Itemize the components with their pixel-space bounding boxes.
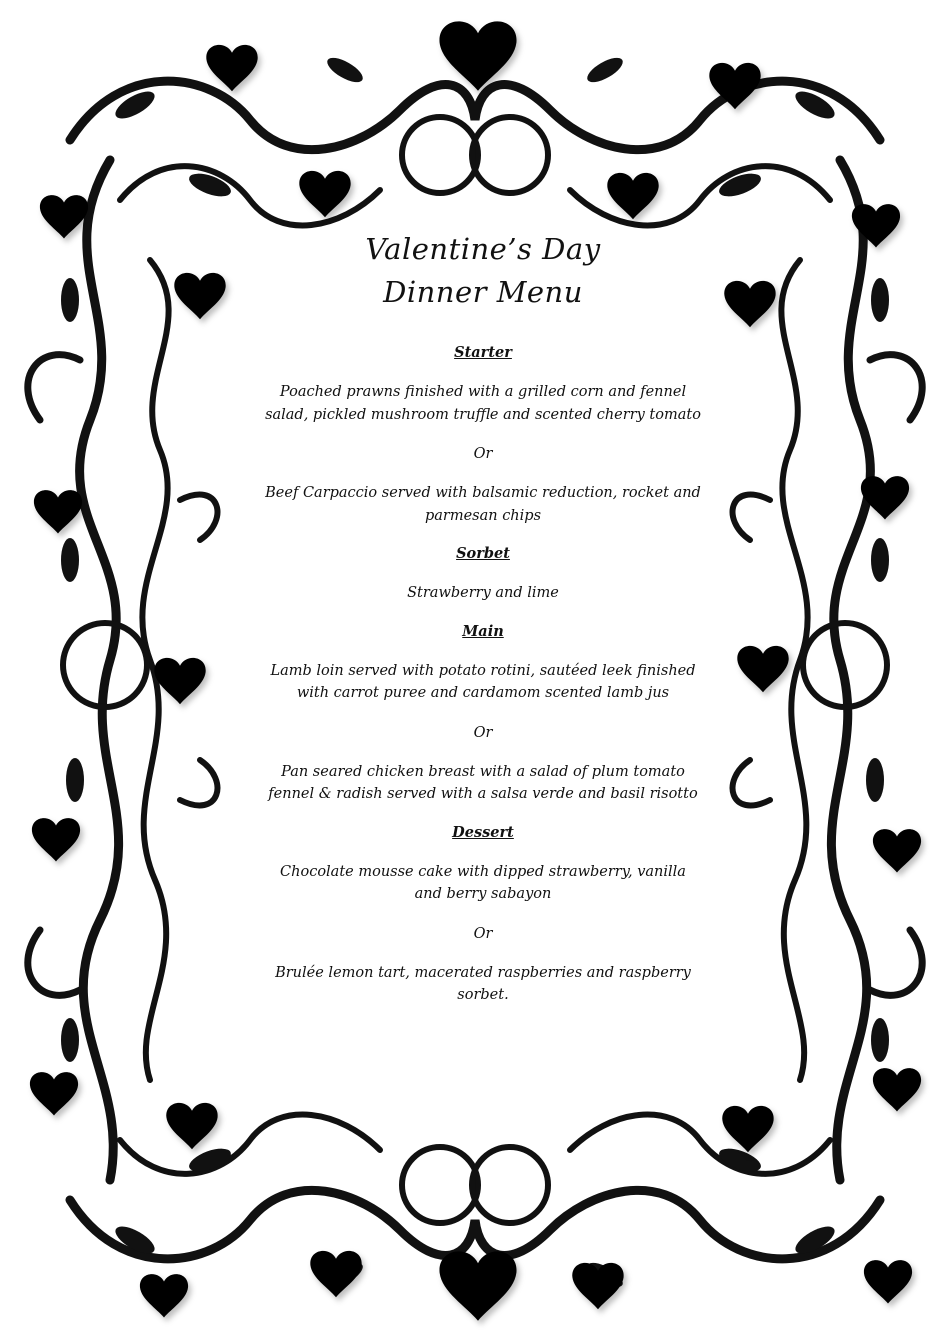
heart-icon — [439, 1251, 516, 1320]
sorbet-option-1: Strawberry and lime — [407, 585, 559, 601]
main-or: Or — [473, 724, 493, 741]
main-option-1: Lamb loin served with potato rotini, sautéed leek finished with carrot puree and cardamom scented lamb jus — [270, 662, 696, 701]
sorbet-heading: Sorbet — [456, 545, 510, 562]
starter-option-2: Beef Carpaccio served with balsamic reduction, rocket and parmesan chips — [265, 485, 701, 524]
dessert-or: Or — [473, 925, 493, 942]
heart-icon — [32, 818, 80, 861]
heart-icon — [299, 171, 350, 217]
heart-icon — [206, 45, 257, 91]
heart-icon — [722, 1106, 773, 1152]
heart-icon — [864, 1260, 912, 1303]
heart-icon — [40, 195, 88, 238]
dessert-option-2: Brulée lemon tart, macerated raspberries and raspberry sorbet. — [275, 964, 691, 1003]
heart-icon — [34, 490, 82, 533]
heart-icon — [30, 1072, 78, 1115]
dessert-heading: Dessert — [452, 823, 514, 841]
heart-icon — [310, 1251, 361, 1297]
title-line-2: Dinner Menu — [383, 275, 583, 309]
main-option-2: Pan seared chicken breast with a salad of plum tomato fennel & radish served with a salsa verde and basil risotto — [268, 763, 698, 802]
main-heading: Main — [462, 622, 504, 640]
starter-or: Or — [473, 446, 493, 462]
heart-icon — [140, 1274, 188, 1317]
heart-icon — [873, 1068, 921, 1111]
title-line-1: Valentine’s Day — [365, 232, 601, 266]
dessert-option-1: Chocolate mousse cake with dipped strawberry, vanilla and berry sabayon — [280, 863, 686, 902]
heart-icon — [174, 273, 225, 319]
heart-icon — [873, 829, 921, 872]
heart-icon — [154, 658, 205, 704]
heart-icon — [724, 281, 775, 327]
menu-title — [265, 228, 701, 314]
heart-icon — [737, 646, 788, 692]
menu-content — [265, 228, 701, 1025]
heart-icon — [166, 1103, 217, 1149]
heart-icon — [607, 173, 658, 219]
starter-option-1: Poached prawns finished with a grilled corn and fennel salad, pickled mushroom truffle and scented cherry tomato — [265, 384, 701, 423]
starter-heading: Starter — [454, 344, 512, 361]
